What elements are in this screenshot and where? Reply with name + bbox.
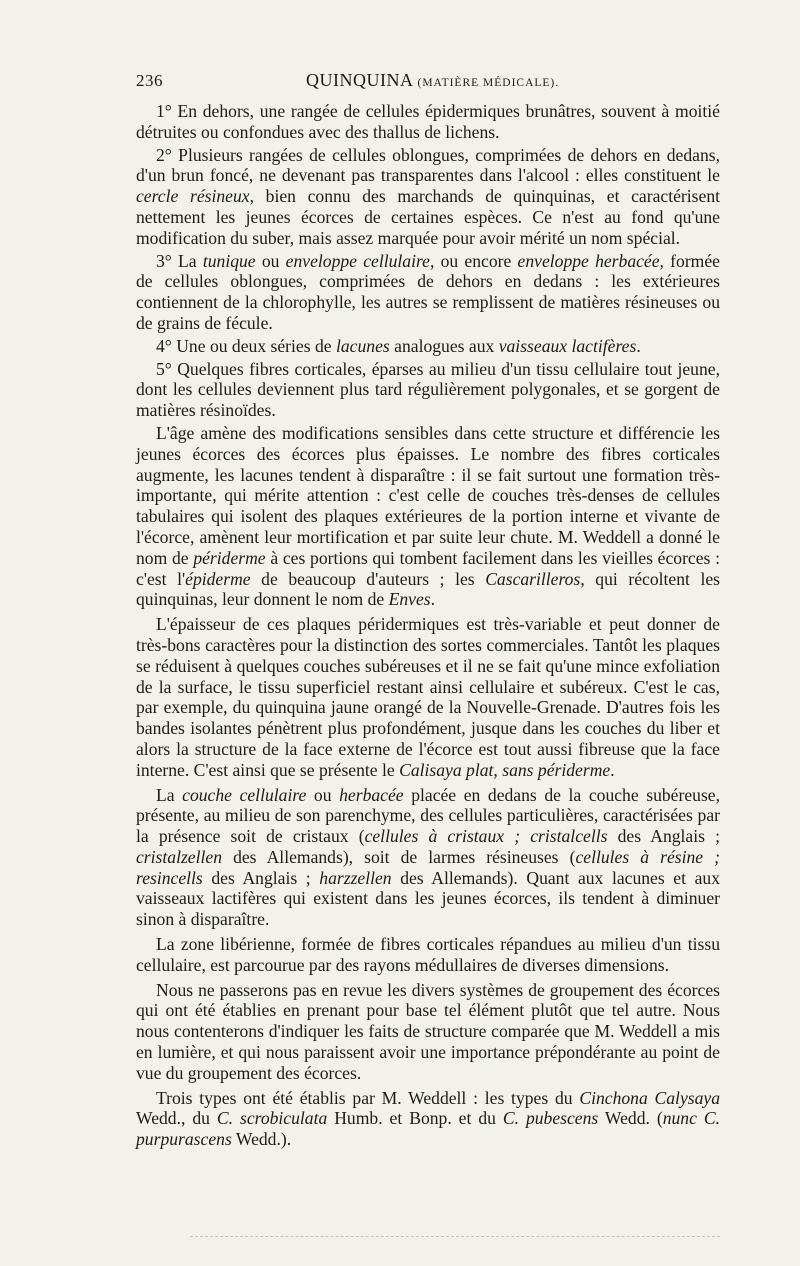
italic-term: cercle résineux bbox=[136, 186, 250, 207]
italic-term: cellules à résine ; resincells bbox=[136, 846, 720, 888]
text-run: , ou encore bbox=[429, 250, 518, 271]
text-run: , bien connu des marchands de quinquinas, et caractérisent nettement les jeunes écorces de certaines espèces. Ce n'est au fond qu'une modification du suber, mais assez marquée pour avoir mérité un nom spécial. bbox=[136, 186, 721, 248]
italic-term: Cascarilleros bbox=[485, 568, 581, 589]
italic-term: cellules à cristaux ; cristalcells bbox=[364, 826, 608, 847]
text-run: . bbox=[636, 335, 641, 356]
bottom-scan-mark bbox=[190, 1236, 720, 1238]
text-run: 3° La bbox=[156, 250, 203, 271]
text-run: , qui récoltent les quinquinas, leur donnent le nom de bbox=[136, 568, 720, 610]
italic-term: épiderme bbox=[185, 568, 251, 589]
text-run: des Allemands), soit de larmes résineuses ( bbox=[222, 846, 576, 867]
italic-term: C. scrobiculata bbox=[216, 1108, 328, 1129]
text-run: L'épaisseur de ces plaques péridermiques est très-variable et peut donner de très-bons caractères pour la distinction des sortes commerciales. Tantôt les plaques se réduisent à quelques couches subéreuses et il ne se fait qu'une mince exfoliation de la surface, le tissu superficiel restant ainsi cellulaire et subéreux. C'est le cas, par exemple, du quinquina jaune orangé de la Nouvelle-Grenade. D'autres fois les bandes isolantes pénètrent plus profondément, jusque dans les couches du liber et alors la structure de la face externe de l'écorce est tout aussi fibreuse que la face interne. C'est ainsi que se présente le bbox=[136, 614, 720, 780]
text-run: de beaucoup d'auteurs ; les bbox=[250, 568, 486, 589]
text-run: analogues aux bbox=[389, 335, 499, 356]
text-run: ou bbox=[255, 250, 286, 271]
italic-term: Enves bbox=[388, 589, 431, 610]
paragraph bbox=[136, 336, 720, 357]
text-run: La bbox=[156, 784, 183, 805]
text-run: Trois types ont été établis par M. Weddell : les types du bbox=[156, 1087, 580, 1108]
italic-term: Cinchona Calysaya bbox=[579, 1087, 721, 1108]
paragraph bbox=[136, 251, 720, 334]
text-run: Nous ne passerons pas en revue les divers systèmes de groupement des écorces qui ont été établies en prenant pour base tel élément plutôt que tel autre. Nous nous contenterons d'indiquer les faits de structure comparée que M. Weddell a mis en lumière, et qui nous paraissent avoir une importance prépondérante au point de vue du groupement des écorces. bbox=[136, 979, 720, 1083]
italic-term: harzzellen bbox=[319, 867, 392, 888]
body-text bbox=[136, 101, 720, 1150]
text-run: , formée de cellules oblongues, comprimées de dehors en dedans : les extérieures contiennent de la chlorophylle, les autres se remplissent de matières résineuses ou de grains de fécule. bbox=[136, 250, 720, 333]
text-run: à ces portions qui tombent facilement dans les vieilles écorces : c'est l' bbox=[136, 547, 720, 589]
italic-term: lacunes bbox=[336, 335, 390, 356]
paragraph bbox=[136, 785, 720, 931]
page-number: 236 bbox=[136, 71, 163, 90]
paragraph bbox=[136, 1088, 720, 1150]
paragraph bbox=[136, 980, 720, 1084]
text-run: Wedd. ( bbox=[598, 1108, 663, 1129]
running-head bbox=[136, 70, 720, 91]
paragraph bbox=[136, 423, 720, 610]
paragraph bbox=[136, 934, 720, 976]
text-run: La zone libérienne, formée de fibres corticales répandues au milieu d'un tissu cellulaire, est parcourue par des rayons médullaires de diverses dimensions. bbox=[136, 934, 720, 975]
italic-term: C. pubescens bbox=[502, 1108, 599, 1129]
text-run: Humb. et Bonp. et du bbox=[327, 1108, 503, 1129]
italic-term: nunc C. purpurascens bbox=[136, 1108, 720, 1150]
running-subtitle: (MATIÈRE MÉDICALE). bbox=[417, 77, 560, 89]
text-run: . bbox=[610, 759, 615, 780]
paragraph bbox=[136, 359, 720, 421]
paragraph bbox=[136, 145, 720, 249]
italic-term: herbacée bbox=[339, 784, 404, 805]
running-title: QUINQUINA bbox=[306, 70, 414, 90]
paragraph bbox=[136, 614, 720, 780]
paragraph bbox=[136, 101, 720, 143]
text-run: placée en dedans de la couche subéreuse, présente, au milieu de son parenchyme, des cellules particulières, caractérisées par la présence soit de cristaux ( bbox=[136, 784, 721, 847]
text-run: 5° Quelques fibres corticales, éparses au milieu d'un tissu cellulaire tout jeune, dont les cellules deviennent plus tard régulièrement polygonales, et se gorgent de matières résinoïdes. bbox=[136, 358, 720, 421]
italic-term: vaisseaux lactifères bbox=[498, 335, 637, 356]
italic-term: enveloppe cellulaire bbox=[285, 250, 430, 271]
italic-term: Calisaya plat, sans périderme bbox=[399, 759, 611, 780]
text-run: . bbox=[430, 589, 436, 610]
text-run: des Anglais ; bbox=[607, 826, 721, 847]
text-run: des Allemands). Quant aux lacunes et aux vaisseaux lactifères qui existent dans les jeunes écorces, ils tendent à diminuer sinon à disparaître. bbox=[136, 867, 720, 930]
text-run: 2° Plusieurs rangées de cellules oblongues, comprimées de dehors en dedans, d'un brun foncé, ne devenant pas transparentes dans l'alcool : elles constituent le bbox=[136, 144, 720, 186]
text-run: des Anglais ; bbox=[202, 867, 320, 888]
italic-term: couche cellulaire bbox=[182, 784, 307, 805]
text-run: ou bbox=[306, 784, 340, 805]
text-run: Wedd.). bbox=[231, 1129, 292, 1150]
text-run: 4° Une ou deux séries de bbox=[156, 335, 336, 356]
italic-term: enveloppe herbacée bbox=[517, 250, 660, 271]
text-run: 1° En dehors, une rangée de cellules épidermiques brunâtres, souvent à moitié détruites ou confondues avec des thallus de lichens. bbox=[136, 101, 720, 142]
italic-term: tunique bbox=[202, 250, 256, 271]
italic-term: périderme bbox=[193, 547, 266, 568]
italic-term: cristalzellen bbox=[136, 846, 223, 867]
text-run: Wedd., du bbox=[136, 1108, 217, 1129]
text-run: L'âge amène des modifications sensibles dans cette structure et différencie les jeunes écorces des écorces plus épaisses. Le nombre des fibres corticales augmente, les lacunes tendent à disparaître : il se fait surtout une formation très-importante, qui mérite attention : c'est celle de couches très-denses de cellules tabulaires qui isolent des plaques extérieures de la portion interne et vivante de l'écorce, amènent leur mortification et par suite leur chute. M. Weddell a donné le nom de bbox=[136, 422, 720, 568]
